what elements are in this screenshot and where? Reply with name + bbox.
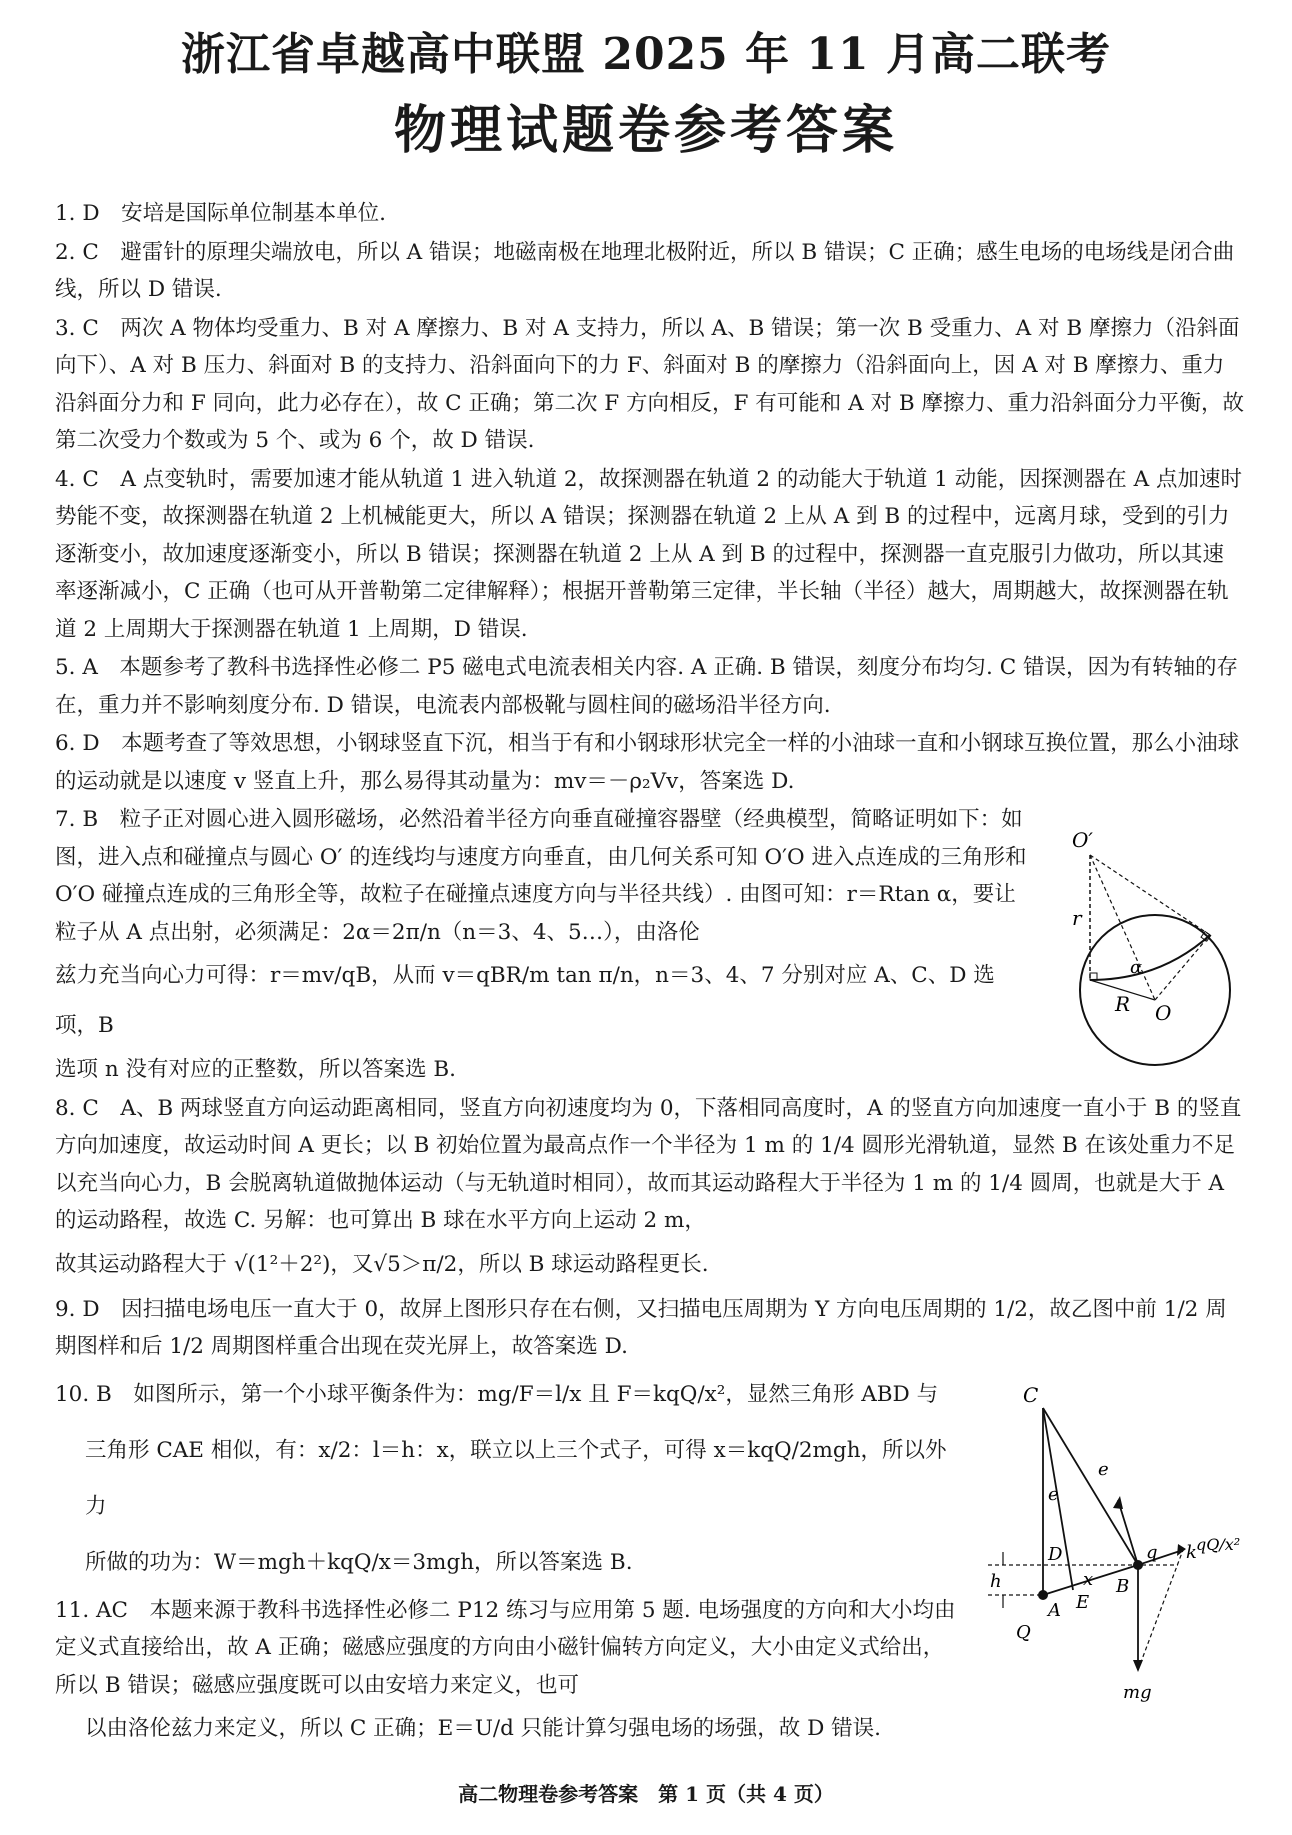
- answer-4: [55, 461, 1245, 649]
- answer-text-a: 本题来源于教科书选择性必修二 P12 练习与应用第 5 题. 电场强度的方向和大小均由定义式直接给出，故 A 正确；磁感应强度的方向由小磁针偏转方向定义，大小由定义式给出，所以 B 错误；磁感应强度既可以由安培力来定义，也可: [55, 1597, 956, 1698]
- label-e-1: e: [1048, 1484, 1059, 1505]
- answer-text: 因扫描电场电压一直大于 0，故屏上图形只存在右侧，又扫描电压周期为 Y 方向电压周期的 1/2，故乙图中前 1/2 周期图样和后 1/2 周期图样重合出现在荧光屏上，故答案选 D.: [55, 1296, 1227, 1359]
- label-E: E: [1076, 1592, 1090, 1613]
- label-D: D: [1048, 1544, 1063, 1565]
- label-C: C: [1023, 1383, 1039, 1407]
- page-footer: 高二物理卷参考答案 第 1 页（共 4 页）: [458, 1782, 834, 1806]
- tension-arrow-head: [1113, 1496, 1123, 1509]
- answer-label: 3. C: [55, 315, 99, 341]
- answer-label: 1. D: [55, 201, 100, 226]
- label-alpha: α: [1130, 957, 1143, 978]
- particle-arc: [1090, 935, 1210, 980]
- label-q: q: [1146, 1542, 1158, 1563]
- answer-11: [55, 1592, 960, 1755]
- answer-text-b: 三角形 CAE 相似，有：x/2：l＝h：x，联立以上三个式子，可得 x＝kqQ/2mgh，所以外力: [85, 1437, 947, 1519]
- answer-7: [55, 801, 1030, 1089]
- answer-label: 5. A: [55, 655, 98, 680]
- answer-label: 4. C: [55, 466, 99, 492]
- answer-text: 安培是国际单位制基本单位.: [121, 201, 386, 226]
- answer-8: [55, 1090, 1245, 1290]
- answer-label: 8. C: [55, 1095, 99, 1121]
- label-A: A: [1048, 1600, 1061, 1621]
- answer-label: 7. B: [55, 807, 99, 832]
- answer-label: 10. B: [55, 1381, 112, 1407]
- dashed-line-4: [1155, 935, 1210, 1000]
- answer-3: [55, 310, 1245, 460]
- answer-1: [55, 195, 1245, 233]
- title-line-2: 物理试题卷参考答案: [393, 100, 898, 161]
- label-Q: Q: [1016, 1622, 1031, 1643]
- answer-label: 6. D: [55, 731, 100, 756]
- answer-text-a: 如图所示，第一个小球平衡条件为：mg/F＝l/x 且 F＝kqQ/x²，显然三角形 ABD 与: [133, 1381, 939, 1407]
- answer-label: 11. AC: [55, 1597, 129, 1623]
- figure-q7: [1060, 815, 1250, 1075]
- title-line-1: 浙江省卓越高中联盟 2025 年 11 月高二联考: [181, 29, 1111, 80]
- figure-q10: [968, 1380, 1253, 1710]
- answer-label: 2. C: [55, 239, 99, 265]
- answer-9: [55, 1291, 1245, 1366]
- label-e-2: e: [1098, 1459, 1109, 1480]
- label-R: R: [1115, 992, 1131, 1016]
- answer-text: 避雷针的原理尖端放电，所以 A 错误；地磁南极在地理北极附近，所以 B 错误；C 正确；感生电场的电场线是闭合曲线，所以 D 错误.: [55, 239, 1235, 302]
- answer-text-c: 选项 n 没有对应的正整数，所以答案选 B.: [55, 1057, 456, 1082]
- resultant-dashed: [1138, 1550, 1183, 1670]
- answer-text-b: 兹力充当向心力可得：r＝mv/qB，从而 v＝qBR/m tan π/n，n＝3、4、7 分别对应 A、C、D 选项，B: [55, 963, 995, 1038]
- label-x: x: [1083, 1569, 1094, 1590]
- ball-B: [1133, 1560, 1143, 1570]
- label-k: k: [1186, 1542, 1197, 1563]
- answer-text: 两次 A 物体均受重力、B 对 A 摩擦力、B 对 A 支持力，所以 A、B 错误；第一次 B 受重力、A 对 B 摩擦力（沿斜面向下）、A 对 B 压力、斜面对 B 的支持力、沿斜面向下的力 F、斜面对 B 的摩擦力（沿斜面向上，因 A 对 B 摩擦力、重力沿斜面分力和 F 同向，此力必存在），故 C 正确；第二次 F 方向相反，F 有可能和 A 对 B 摩擦力、重力沿斜面分力平衡，故第二次受力个数或为 5 个、或为 6 个，故 D 错误.: [55, 315, 1244, 453]
- tension-arrow: [1118, 1500, 1138, 1565]
- answer-label: 9. D: [55, 1296, 100, 1322]
- answer-6: [55, 725, 1245, 800]
- answer-10: [55, 1367, 960, 1591]
- label-O: O: [1155, 1001, 1172, 1025]
- label-B: B: [1116, 1576, 1130, 1597]
- label-mg: mg: [1123, 1682, 1152, 1703]
- answer-text-b: 以由洛伦兹力来定义，所以 C 正确；E＝U/d 只能计算匀强电场的场强，故 D 错误.: [85, 1716, 882, 1741]
- force-arrow-head: [1177, 1544, 1186, 1556]
- label-o-prime: O′: [1072, 828, 1093, 852]
- force-arrow: [1138, 1550, 1183, 1565]
- answer-text: 本题考查了等效思想，小钢球竖直下沉，相当于有和小钢球形状完全一样的小油球一直和小钢球互换位置，那么小油球的运动就是以速度 v 竖直上升，那么易得其动量为：mv＝－ρ₂Vv，答案选 D.: [55, 731, 1240, 794]
- answer-text: A 点变轨时，需要加速才能从轨道 1 进入轨道 2，故探测器在轨道 2 的动能大于轨道 1 动能，因探测器在 A 点加速时势能不变，故探测器在轨道 2 上机械能更大，所以 A 错误；探测器在轨道 2 上从 A 到 B 的过程中，远离月球，受到的引力逐渐变小，故加速度逐渐变小，所以 B 错误；探测器在轨道 2 上从 A 到 B 的过程中，探测器一直克服引力做功，所以其速率逐渐减小，C 正确（也可从开普勒第二定律解释）；根据开普勒第三定律，半长轴（半径）越大，周期越大，故探测器在轨道 2 上周期大于探测器在轨道 1 上周期，D 错误.: [55, 466, 1242, 642]
- answer-2: [55, 234, 1245, 309]
- label-h: h: [990, 1571, 1002, 1592]
- answer-text-b: 故其运动路程大于 √(1²＋2²)，又√5＞π/2，所以 B 球运动路程更长.: [55, 1251, 709, 1277]
- answer-text-a: 粒子正对圆心进入圆形磁场，必然沿着半径方向垂直碰撞容器壁（经典模型，简略证明如下：如图，进入点和碰撞点与圆心 O′ 的连线均与速度方向垂直，由几何关系可知 O′O 进入点连成的三角形和 O′O 碰撞点连成的三角形全等，故粒子在碰撞点速度方向与半径共线）. 由图可知：r＝Rtan α，要让粒子从 A 点出射，必须满足：2α＝2π/n（n＝3、4、5…），由洛伦: [55, 807, 1027, 945]
- answer-5: [55, 649, 1245, 724]
- label-force: qQ/x²: [1196, 1535, 1241, 1554]
- answer-text-a: A、B 两球竖直方向运动距离相同，竖直方向初速度均为 0，下落相同高度时，A 的竖直方向加速度一直小于 B 的竖直方向加速度，故运动时间 A 更长；以 B 初始位置为最高点作一个半径为 1 m 的 1/4 圆形光滑轨道，显然 B 在该处重力不足以充当向心力，B 会脱离轨道做抛体运动（与无轨道时相同），故而其运动路程大于半径为 1 m 的 1/4 圆周，也就是大于 A 的运动路程，故选 C. 另解：也可算出 B 球在水平方向上运动 2 m，: [55, 1095, 1242, 1233]
- answer-text: 本题参考了教科书选择性必修二 P5 磁电式电流表相关内容. A 正确. B 错误，刻度分布均匀. C 错误，因为有转轴的存在，重力并不影响刻度分布. D 错误，电流表内部极靴与圆柱间的磁场沿半径方向.: [55, 655, 1238, 718]
- ball-A: [1038, 1590, 1048, 1600]
- answer-text-c: 所做的功为：W＝mgh＋kqQ/x＝3mgh，所以答案选 B.: [85, 1549, 633, 1575]
- label-r: r: [1072, 906, 1082, 930]
